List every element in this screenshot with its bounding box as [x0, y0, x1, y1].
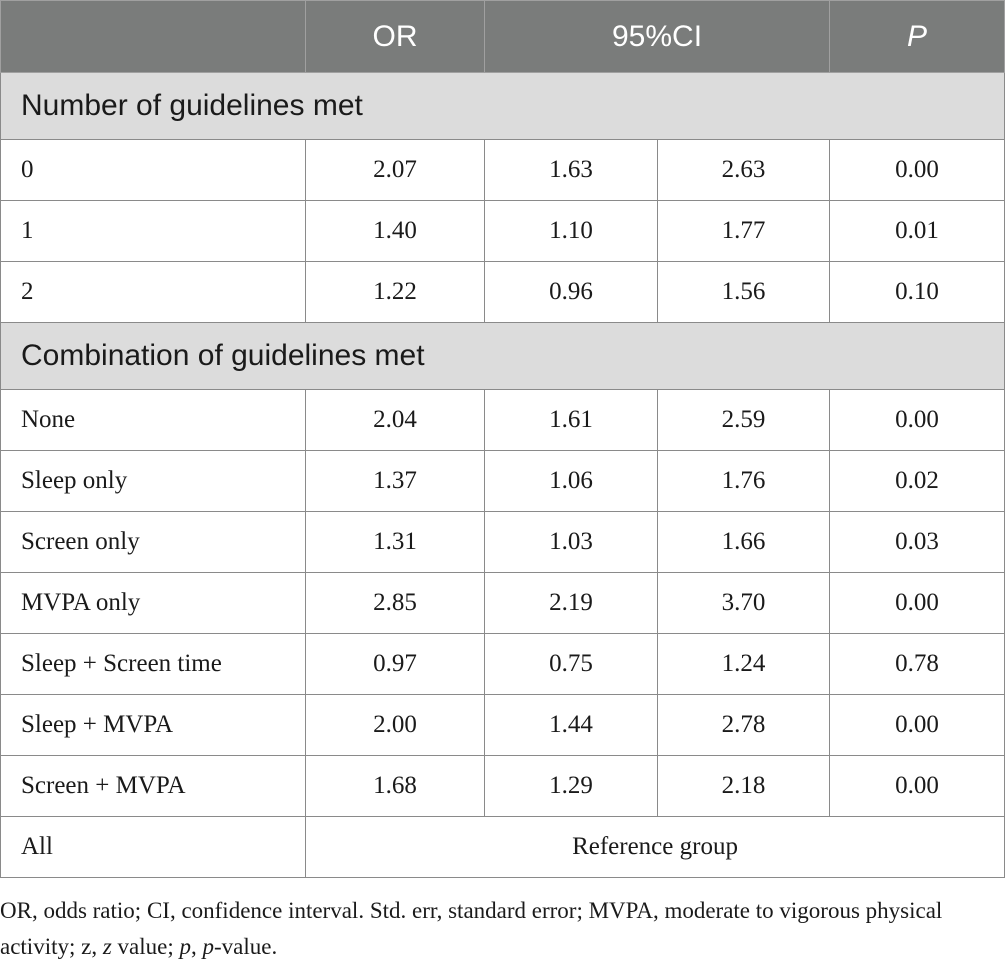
table-row — [1, 573, 1005, 634]
ci-high-cell: 2.63 — [658, 140, 830, 201]
p-cell: 0.00 — [830, 573, 1005, 634]
section-row-number-met — [1, 73, 1005, 140]
p-cell: 0.03 — [830, 512, 1005, 573]
footnote-text: OR, odds ratio; CI, confidence interval. Std. err, standard error; MVPA, moderate to vigorous physical activity; z, — [0, 898, 943, 959]
table-row — [1, 451, 1005, 512]
or-cell: 1.40 — [306, 201, 485, 262]
ci-low-cell: 1.10 — [485, 201, 658, 262]
reference-row — [1, 817, 1005, 878]
ci-low-cell: 0.75 — [485, 634, 658, 695]
or-cell: 2.07 — [306, 140, 485, 201]
table-footnote — [0, 893, 990, 965]
or-cell: 1.22 — [306, 262, 485, 323]
ci-low-cell: 1.63 — [485, 140, 658, 201]
table-row — [1, 695, 1005, 756]
or-cell: 2.00 — [306, 695, 485, 756]
ci-high-cell: 2.78 — [658, 695, 830, 756]
ci-low-cell: 1.03 — [485, 512, 658, 573]
header-p: P — [830, 1, 1005, 73]
p-cell: 0.00 — [830, 390, 1005, 451]
table-row — [1, 756, 1005, 817]
or-cell: 1.31 — [306, 512, 485, 573]
or-cell: 2.85 — [306, 573, 485, 634]
footnote-text: -value. — [213, 934, 278, 959]
table-row — [1, 201, 1005, 262]
row-label: Screen only — [1, 512, 306, 573]
section-row-combination-met — [1, 323, 1005, 390]
table-row — [1, 262, 1005, 323]
section-title: Number of guidelines met — [1, 73, 1005, 140]
p-cell: 0.02 — [830, 451, 1005, 512]
row-label: 0 — [1, 140, 306, 201]
row-label: 1 — [1, 201, 306, 262]
footnote-text: value; — [111, 934, 180, 959]
ci-low-cell: 2.19 — [485, 573, 658, 634]
table-body — [1, 1, 1005, 878]
ci-high-cell: 1.66 — [658, 512, 830, 573]
ci-high-cell: 1.56 — [658, 262, 830, 323]
p-cell: 0.00 — [830, 140, 1005, 201]
row-label: All — [1, 817, 306, 878]
ci-low-cell: 1.61 — [485, 390, 658, 451]
header-empty-cell — [1, 1, 306, 73]
ci-high-cell: 1.76 — [658, 451, 830, 512]
ci-low-cell: 1.29 — [485, 756, 658, 817]
section-title: Combination of guidelines met — [1, 323, 1005, 390]
footnote-p-symbol: p — [202, 934, 214, 959]
ci-high-cell: 3.70 — [658, 573, 830, 634]
footnote-z-symbol: z — [102, 934, 112, 959]
row-label: Screen + MVPA — [1, 756, 306, 817]
table-row — [1, 390, 1005, 451]
row-label: Sleep + MVPA — [1, 695, 306, 756]
footnote-text: , — [190, 934, 203, 959]
footnote-p-symbol: p — [179, 934, 191, 959]
ci-low-cell: 1.06 — [485, 451, 658, 512]
or-cell: 1.68 — [306, 756, 485, 817]
row-label: Sleep + Screen time — [1, 634, 306, 695]
ci-high-cell: 2.18 — [658, 756, 830, 817]
row-label: 2 — [1, 262, 306, 323]
p-cell: 0.10 — [830, 262, 1005, 323]
p-cell: 0.00 — [830, 756, 1005, 817]
ci-low-cell: 1.44 — [485, 695, 658, 756]
ci-low-cell: 0.96 — [485, 262, 658, 323]
p-cell: 0.01 — [830, 201, 1005, 262]
p-cell: 0.78 — [830, 634, 1005, 695]
ci-high-cell: 1.24 — [658, 634, 830, 695]
ci-high-cell: 2.59 — [658, 390, 830, 451]
header-ci: 95%CI — [485, 1, 830, 73]
ci-high-cell: 1.77 — [658, 201, 830, 262]
p-cell: 0.00 — [830, 695, 1005, 756]
or-cell: 0.97 — [306, 634, 485, 695]
header-or: OR — [306, 1, 485, 73]
row-label: MVPA only — [1, 573, 306, 634]
row-label: None — [1, 390, 306, 451]
reference-group-cell: Reference group — [306, 817, 1005, 878]
header-row — [1, 1, 1005, 73]
row-label: Sleep only — [1, 451, 306, 512]
table-row — [1, 512, 1005, 573]
or-cell: 1.37 — [306, 451, 485, 512]
table-row — [1, 140, 1005, 201]
table-row — [1, 634, 1005, 695]
or-cell: 2.04 — [306, 390, 485, 451]
